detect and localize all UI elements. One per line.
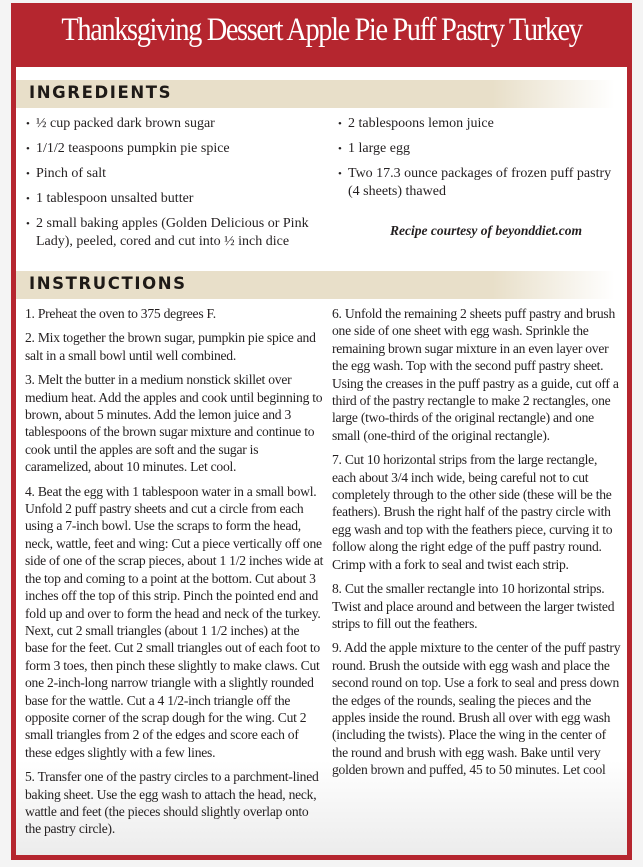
instruction-step-4: 4. Beat the egg with 1 tablespoon water in a small bowl. Unfold 2 puff pastry sheets and cut a circle from each using a 7-inch bowl. Use the scraps to form the head, neck, wattle, feet and wing: Cut a piece vertically off one side of one of the scrap pieces, about 1 1/2 inches wide at the top and coming to a point at the bottom. Cut about 3 inches off the top of this strip. Pinch the pointed end and fold up and over to form the head and neck of the turkey. Next, cut 2 small triangles (about 1 1/2 inches) at the base for the feet. Cut 2 small triangles out of each foot to form 3 toes, then pinch these slightly to make claws. Cut one 2-inch-long narrow triangle with a slightly rounded base for the wattle. Cut a 4 1/2-inch triangle off the opposite corner of the scrap dough for the wing. Cut 2 small triangles from 2 of the edges and score each of these edges slightly with a few lines. [25,483,324,760]
recipe-sheet [16,67,627,855]
ingredient-item: • 1 tablespoon unsalted butter [26,190,326,208]
recipe-title: Thanksgiving Dessert Apple Pie Puff Pastry Turkey [61,12,582,48]
ingredients-left-column [26,115,326,258]
ingredient-item: • 1 large egg [338,140,624,158]
instructions-right-column [332,305,624,786]
instruction-step-7: 7. Cut 10 horizontal strips from the large rectangle, each about 3/4 inch wide, being careful not to cut completely through to the other side (these will be the feathers). Brush the right half of the pastry circle with egg wash and top with the feathers piece, curving it to follow along the right edge of the puff pastry round. Crimp with a fork to seal and twist each strip. [332,452,613,572]
instruction-step-1: 1. Preheat the oven to 375 degrees F. [25,306,216,321]
instruction-step-2: 2. Mix together the brown sugar, pumpkin pie spice and salt in a small bowl until well combined. [25,330,316,363]
ingredients-right-column [338,115,624,240]
ingredients-header-bar [16,80,627,108]
instruction-step-9: 9. Add the apple mixture to the center of the puff pastry round. Brush the outside with egg wash and place the second round on top. Use a fork to seal and press down the edges of the rounds, sealing the pieces and the apples inside the round. Brush all over with egg wash (including the twists). Place the wing in the center of the round and brush with egg wash. Bake until very golden brown and puffed, 45 to 50 minutes. Let cool [332,640,621,778]
ingredients-heading: INGREDIENTS [29,83,173,102]
recipe-card-frame [11,3,632,860]
instructions-header-bar [16,271,627,299]
ingredients-list-left [26,115,326,251]
instruction-step-8: 8. Cut the smaller rectangle into 10 horizontal strips. Twist and place around and between the larger twisted strips to fill out the feathers. [332,581,615,631]
ingredient-item: • 1/1/2 teaspoons pumpkin pie spice [26,140,326,158]
ingredient-item: • ½ cup packed dark brown sugar [26,115,326,133]
ingredient-item: • Pinch of salt [26,165,326,183]
instructions-heading: INSTRUCTIONS [29,274,187,293]
ingredient-item: • 2 small baking apples (Golden Delicious or Pink Lady), peeled, cored and cut into ½ inch dice [26,215,326,251]
instruction-step-3: 3. Melt the butter in a medium nonstick skillet over medium heat. Add the apples and cook until beginning to brown, about 5 minutes. Add the lemon juice and 3 tablespoons of the brown sugar mixture and continue to cook until the apples are soft and the sugar is caramelized, about 10 minutes. Let cool. [25,372,323,475]
ingredients-list-right [338,115,624,201]
instructions-left-column [25,305,325,845]
recipe-credit: Recipe courtesy of beyonddiet.com [390,223,582,238]
ingredient-item: • Two 17.3 ounce packages of frozen puff pastry (4 sheets) thawed [338,165,624,201]
instruction-step-6: 6. Unfold the remaining 2 sheets puff pastry and brush one side of one sheet with egg wash. Sprinkle the remaining brown sugar mixture in an even layer over the egg wash. Top with the second puff pastry sheet. Using the creases in the puff pastry as a guide, cut off a third of the pastry rectangle to make 2 rectangles, one large (two-thirds of the original rectangle) and one small (one-third of the original rectangle). [332,306,619,443]
instruction-step-5: 5. Transfer one of the pastry circles to a parchment-lined baking sheet. Use the egg wash to attach the head, neck, wattle and feet (the pieces should slightly overlap onto the pastry circle). [25,769,319,837]
ingredient-item: • 2 tablespoons lemon juice [338,115,624,133]
